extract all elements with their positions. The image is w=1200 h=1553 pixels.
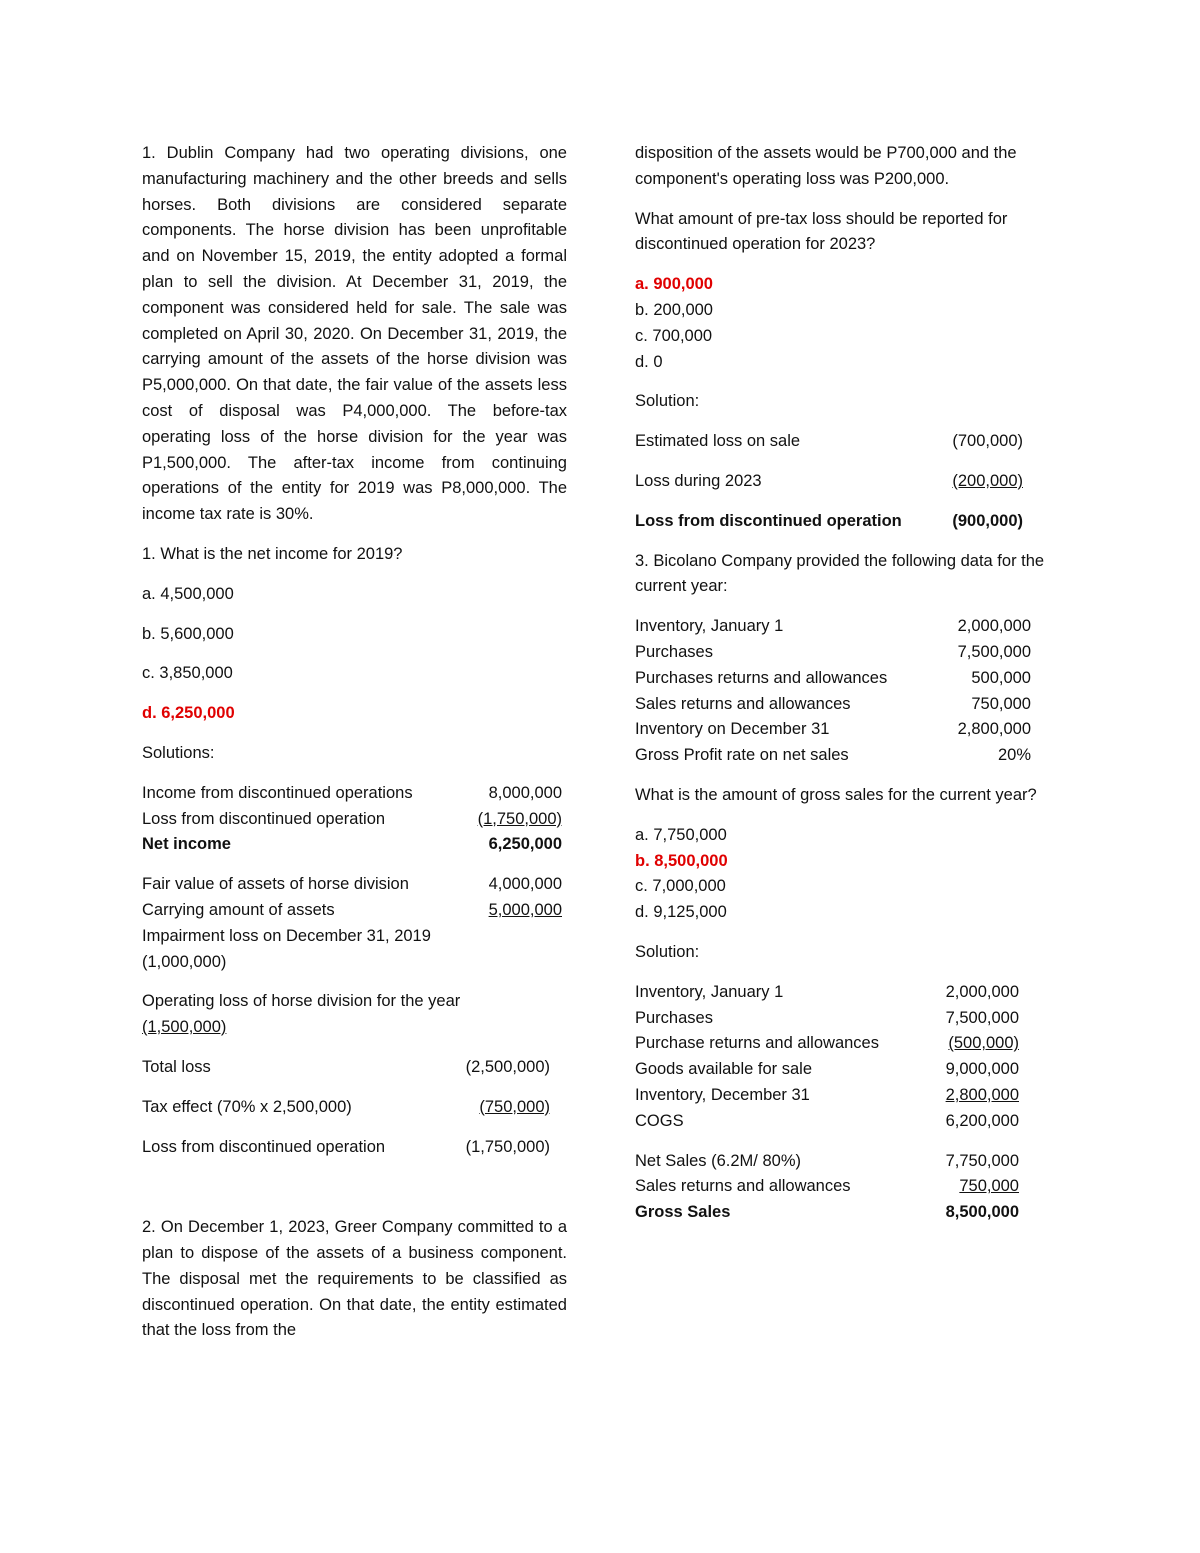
table-row: Loss from discontinued operation (1,750,000): [142, 1137, 550, 1156]
table-row: Loss during 2023 (200,000): [635, 471, 1023, 490]
q3-choice-a: a. 7,750,000: [635, 825, 727, 844]
table-row: Purchases returns and allowances 500,000: [635, 668, 1031, 687]
q2-choice-d: d. 0: [635, 352, 663, 371]
table-row: Loss from discontinued operation (900,000): [635, 511, 1023, 530]
q1-choice-a: a. 4,500,000: [142, 584, 234, 603]
q3-choice-d: d. 9,125,000: [635, 903, 727, 922]
impairment-loss-label: Impairment loss on December 31, 2019: [142, 926, 431, 945]
operating-loss-amount: (1,500,000): [142, 1018, 227, 1037]
q2-choice-a-answer: a. 900,000: [635, 275, 713, 294]
table-row: Net Sales (6.2M/ 80%) 7,750,000: [635, 1151, 1019, 1170]
table-row: Total loss (2,500,000): [142, 1057, 550, 1076]
q1-choice-c: c. 3,850,000: [142, 664, 233, 683]
q3-solution-label: Solution:: [635, 942, 700, 961]
right-column: [635, 141, 1055, 1226]
q1-solutions-label: Solutions:: [142, 743, 215, 762]
table-row: Goods available for sale 9,000,000: [635, 1060, 1019, 1079]
q3-cogs-table: [635, 980, 1055, 1135]
table-row: Gross Sales 8,500,000: [635, 1203, 1019, 1222]
q3-question: What is the amount of gross sales for the current year?: [635, 785, 1037, 804]
q2-problem-cont: disposition of the assets would be P700,000 and the component's operating loss was P200,000.: [635, 144, 1017, 188]
impairment-loss-amount: (1,000,000): [142, 952, 227, 971]
table-row: Tax effect (70% x 2,500,000) (750,000): [142, 1097, 550, 1116]
q3-choice-c: c. 7,000,000: [635, 877, 726, 896]
table-row: Inventory, January 1 2,000,000: [635, 982, 1019, 1001]
table-row: Purchases 7,500,000: [635, 642, 1031, 661]
table-row: Sales returns and allowances 750,000: [635, 694, 1031, 713]
q1-solution-table: [142, 781, 567, 858]
table-row: Inventory, December 31 2,800,000: [635, 1085, 1019, 1104]
operating-loss-label: Operating loss of horse division for the year: [142, 992, 461, 1011]
q1-problem: 1. Dublin Company had two operating divisions, one manufacturing machinery and the other breeds and sells horses. Both divisions are considered separate components. The horse division has been unprofitable and on November 15, 2019, the entity adopted a formal plan to sell the division. At December 31, 2019, the component was considered held for sale. The sale was completed on April 30, 2020. On December 31, 2019, the carrying amount of the assets of the horse division was P5,000,000. On that date, the fair value of the assets less cost of disposal was P4,000,000. The before-tax operating loss of the horse division for the year was P1,500,000. The after-tax income from continuing operations of the entity for 2019 was P8,000,000. The income tax rate is 30%.: [142, 144, 567, 524]
table-row: Purchase returns and allowances (500,000): [635, 1034, 1019, 1053]
q1-question: 1. What is the net income for 2019?: [142, 544, 403, 563]
table-row: Inventory on December 31 2,800,000: [635, 720, 1031, 739]
table-row: Sales returns and allowances 750,000: [635, 1177, 1019, 1196]
q2-choice-c: c. 700,000: [635, 326, 713, 345]
q3-choice-b-answer: b. 8,500,000: [635, 851, 728, 870]
table-row: Net income 6,250,000: [142, 835, 562, 854]
q1-choice-d-answer: d. 6,250,000: [142, 704, 235, 723]
q3-data-table: [635, 614, 1055, 769]
q2-choice-b: b. 200,000: [635, 300, 713, 319]
table-row: Inventory, January 1 2,000,000: [635, 617, 1031, 636]
table-row: Fair value of assets of horse division 4,000,000: [142, 875, 562, 894]
left-column: [142, 141, 567, 1344]
q2-question: What amount of pre-tax loss should be reported for discontinued operation for 2023?: [635, 209, 1008, 254]
q3-sales-table: [635, 1149, 1055, 1226]
table-row: Carrying amount of assets 5,000,000: [142, 900, 562, 919]
q1-choice-b: b. 5,600,000: [142, 624, 234, 643]
q2-problem-start: 2. On December 1, 2023, Greer Company committed to a plan to dispose of the assets of a business component. The disposal met the requirements to be classified as discontinued operation. On that date, the entity estimated that the loss from the: [142, 1218, 567, 1340]
q2-solution-label: Solution:: [635, 392, 700, 411]
table-row: Purchases 7,500,000: [635, 1008, 1019, 1027]
q1-impairment-table: [142, 872, 567, 975]
table-row: Income from discontinued operations 8,000,000: [142, 783, 562, 802]
table-row: COGS 6,200,000: [635, 1111, 1019, 1130]
q3-problem: 3. Bicolano Company provided the following data for the current year:: [635, 551, 1045, 596]
table-row: Gross Profit rate on net sales 20%: [635, 746, 1031, 765]
table-row: Loss from discontinued operation (1,750,000): [142, 809, 562, 828]
table-row: Estimated loss on sale (700,000): [635, 432, 1023, 451]
